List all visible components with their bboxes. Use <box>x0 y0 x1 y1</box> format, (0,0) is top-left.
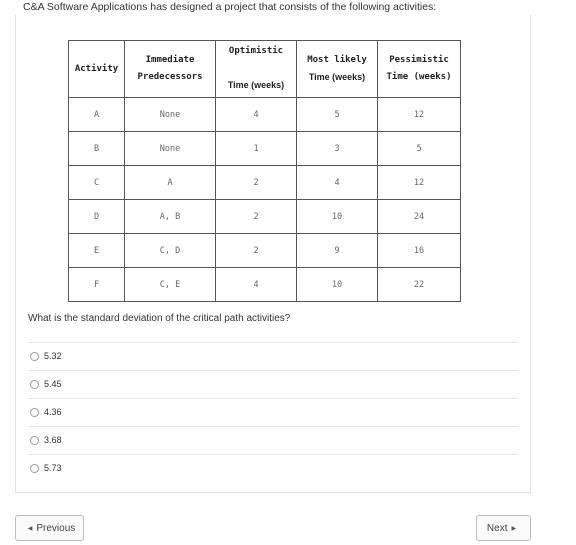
cell-activity: F <box>69 268 125 302</box>
answer-option[interactable] <box>30 460 62 476</box>
cell-activity: E <box>69 234 125 268</box>
cell-activity: D <box>69 200 125 234</box>
cell-optimistic: 2 <box>216 200 297 234</box>
question-panel <box>15 15 531 493</box>
cell-optimistic: 2 <box>216 166 297 200</box>
answer-option[interactable] <box>30 348 62 364</box>
cell-activity: B <box>69 132 125 166</box>
cell-pessimistic: 5 <box>378 132 461 166</box>
table-row <box>69 132 461 166</box>
radio-button[interactable] <box>30 352 39 361</box>
option-label: 4.36 <box>44 407 62 417</box>
question-text: What is the standard deviation of the critical path activities? <box>28 313 291 324</box>
cell-most-likely: 5 <box>297 98 378 132</box>
answer-option[interactable] <box>30 432 62 448</box>
table-row <box>69 268 461 302</box>
cell-optimistic: 1 <box>216 132 297 166</box>
caret-right-icon: ▶ <box>511 525 517 532</box>
cell-pessimistic: 22 <box>378 268 461 302</box>
cell-pessimistic: 12 <box>378 98 461 132</box>
cell-predecessors: A <box>125 166 216 200</box>
option-label: 5.45 <box>44 379 62 389</box>
answer-option[interactable] <box>30 376 62 392</box>
cell-activity: A <box>69 98 125 132</box>
table-row <box>69 166 461 200</box>
radio-button[interactable] <box>30 380 39 389</box>
cell-predecessors: C, D <box>125 234 216 268</box>
cell-predecessors: None <box>125 132 216 166</box>
divider <box>28 454 518 455</box>
activity-table <box>68 40 461 302</box>
option-label: 5.73 <box>44 463 62 473</box>
question-intro: C&A Software Applications has designed a project that consists of the following activities: <box>23 1 437 13</box>
cell-predecessors: C, E <box>125 268 216 302</box>
cell-optimistic: 4 <box>216 98 297 132</box>
cell-activity: C <box>69 166 125 200</box>
divider <box>28 398 518 399</box>
header-optimistic: Optimistic Time (weeks) <box>216 41 297 98</box>
option-label: 5.32 <box>44 351 62 361</box>
previous-label: Previous <box>36 522 76 534</box>
cell-most-likely: 10 <box>297 200 378 234</box>
table-row <box>69 200 461 234</box>
cell-most-likely: 9 <box>297 234 378 268</box>
header-activity: Activity <box>69 41 125 98</box>
next-button[interactable] <box>476 515 531 541</box>
header-predecessors: Immediate Predecessors <box>125 41 216 98</box>
cell-predecessors: None <box>125 98 216 132</box>
cell-pessimistic: 16 <box>378 234 461 268</box>
table-row <box>69 98 461 132</box>
option-label: 3.68 <box>44 435 62 445</box>
header-pessimistic: Pessimistic Time (weeks) <box>378 41 461 98</box>
radio-button[interactable] <box>30 408 39 417</box>
cell-predecessors: A, B <box>125 200 216 234</box>
cell-most-likely: 4 <box>297 166 378 200</box>
cell-optimistic: 4 <box>216 268 297 302</box>
radio-button[interactable] <box>30 464 39 473</box>
cell-pessimistic: 12 <box>378 166 461 200</box>
table-row <box>69 234 461 268</box>
table-header-row <box>69 41 461 98</box>
cell-optimistic: 2 <box>216 234 297 268</box>
next-label: Next <box>486 522 508 534</box>
cell-most-likely: 10 <box>297 268 378 302</box>
previous-button[interactable] <box>15 515 84 541</box>
cell-most-likely: 3 <box>297 132 378 166</box>
header-most-likely: Most likely Time (weeks) <box>297 41 378 98</box>
divider <box>28 370 518 371</box>
divider <box>28 426 518 427</box>
answer-option[interactable] <box>30 404 62 420</box>
caret-left-icon: ◀ <box>27 525 33 532</box>
cell-pessimistic: 24 <box>378 200 461 234</box>
radio-button[interactable] <box>30 436 39 445</box>
divider <box>28 342 518 343</box>
